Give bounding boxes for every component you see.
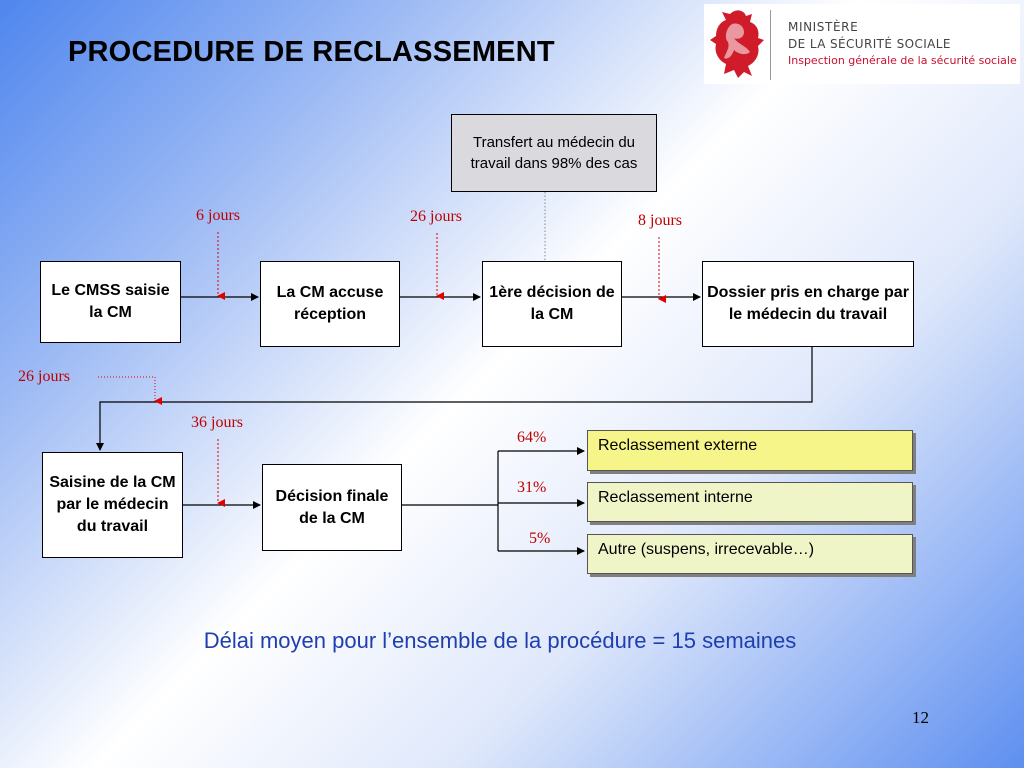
logo-line-securite-sociale: DE LA SÉCURITÉ SOCIALE [788, 37, 951, 51]
page-number: 12 [912, 708, 929, 727]
box-decision-finale: Décision finale de la CM [262, 464, 402, 551]
box-cm-accuse: La CM accuse réception [260, 261, 400, 347]
percent-5: 5% [529, 530, 551, 547]
box-saisine-cm: Saisine de la CM par le médecin du travail [42, 452, 183, 558]
delay-marker-4 [98, 377, 155, 401]
box-cmss-saisie: Le CMSS saisie la CM [40, 261, 181, 343]
percent-64: 64% [517, 429, 547, 446]
box-transfert: Transfert au médecin du travail dans 98% des cas [451, 114, 657, 192]
slide-title: PROCEDURE DE RECLASSEMENT [68, 36, 555, 68]
logo-line-inspection: Inspection générale de la sécurité sociale [788, 54, 1017, 67]
box-premiere-decision: 1ère décision de la CM [482, 261, 622, 347]
percent-31: 31% [517, 479, 547, 496]
delay-label-26-jours-b: 26 jours [18, 368, 70, 385]
delay-label-36-jours: 36 jours [191, 414, 243, 431]
box-dossier-pris: Dossier pris en charge par le médecin du travail [702, 261, 914, 347]
outcome-reclassement-externe: Reclassement externe [587, 430, 913, 471]
outcome-autre: Autre (suspens, irrecevable…) [587, 534, 913, 574]
outcome-reclassement-interne: Reclassement interne [587, 482, 913, 522]
delay-label-8-jours: 8 jours [638, 212, 682, 229]
logo-line-ministere: MINISTÈRE [788, 20, 859, 34]
delay-label-26-jours-a: 26 jours [410, 208, 462, 225]
delay-label-6-jours: 6 jours [196, 207, 240, 224]
summary-average-delay: Délai moyen pour l’ensemble de la procédure = 15 semaines [203, 628, 797, 653]
